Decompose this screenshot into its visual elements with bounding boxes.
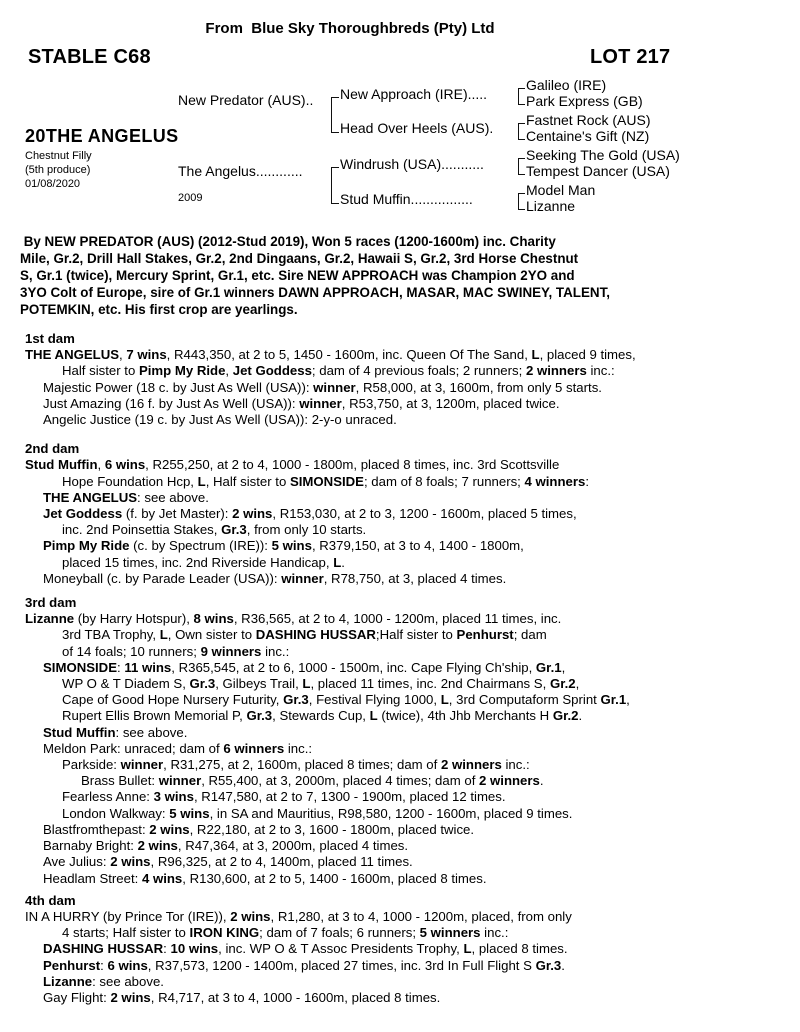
pedigree-text-line: Ave Julius: 2 wins, R96,325, at 2 to 4, 1400m, placed 11 times. — [43, 854, 413, 870]
pedigree-dam-year: 2009 — [178, 192, 203, 204]
pedigree-gen3-name: Seeking The Gold (USA) — [526, 147, 680, 163]
pedigree-bracket-dam — [331, 167, 339, 204]
pedigree-text-line: IN A HURRY (by Prince Tor (IRE)), 2 wins, R1,280, at 3 to 4, 1000 - 1200m, placed, from only — [25, 908, 572, 924]
pedigree-text-line: Lizanne: see above. — [43, 973, 164, 989]
sire-note-line: Mile, Gr.2, Drill Hall Stakes, Gr.2, 2nd Dingaans, Gr.2, Hawaii S, Gr.2, 3rd Horse Chestnut — [20, 251, 579, 266]
pedigree-text-line: DASHING HUSSAR: 10 wins, inc. WP O & T Assoc Presidents Trophy, L, placed 8 times. — [43, 941, 568, 957]
pedigree-text-line: 3rd TBA Trophy, L, Own sister to DASHING HUSSAR;Half sister to Penhurst; dam — [62, 627, 547, 643]
subject-name — [25, 126, 179, 147]
dam-section-2 — [25, 441, 795, 587]
pedigree-gen3-name: Park Express (GB) — [526, 93, 643, 109]
pedigree-gen3-name: Model Man — [526, 182, 596, 198]
lot-number: LOT 217 — [590, 46, 671, 68]
pedigree-text-line: Hope Foundation Hcp, L, Half sister to SIMONSIDE; dam of 8 foals; 7 runners; 4 winners: — [62, 473, 590, 489]
pedigree-text-line: Pimp My Ride (c. by Spectrum (IRE)): 5 wins, R379,150, at 3 to 4, 1400 - 1800m, — [43, 538, 524, 554]
pedigree-text-line: Meldon Park: unraced; dam of 6 winners inc.: — [43, 740, 313, 756]
pedigree-text-line: Rupert Ellis Brown Memorial P, Gr.3, Stewards Cup, L (twice), 4th Jhb Merchants H Gr.2. — [62, 708, 583, 724]
pedigree-text-line: Lizanne (by Harry Hotspur), 8 wins, R36,565, at 2 to 4, 1000 - 1200m, placed 11 times, inc. — [25, 611, 562, 627]
pedigree-text-line: inc. 2nd Poinsettia Stakes, Gr.3, from only 10 starts. — [62, 522, 367, 538]
pedigree-bracket-gen3-3 — [518, 158, 525, 175]
pedigree-text-line: placed 15 times, inc. 2nd Riverside Handicap, L. — [62, 554, 345, 570]
consignor-title: From Blue Sky Thoroughbreds (Pty) Ltd — [205, 20, 495, 37]
subject-page-number: 20 — [25, 126, 46, 146]
pedigree-text-line: Moneyball (c. by Parade Leader (USA)): winner, R78,750, at 3, placed 4 times. — [43, 570, 507, 586]
dam-section-1 — [25, 331, 795, 428]
pedigree-text-line: SIMONSIDE: 11 wins, R365,545, at 2 to 6, 1000 - 1500m, inc. Cape Flying Ch'ship, Gr.1, — [43, 659, 566, 675]
pedigree-text-line: Brass Bullet: winner, R55,400, at 3, 2000m, placed 4 times; dam of 2 winners. — [81, 773, 544, 789]
dam-section-heading: 3rd dam — [25, 595, 77, 611]
pedigree-text-line: THE ANGELUS, 7 wins, R443,350, at 2 to 5, 1450 - 1600m, inc. Queen Of The Sand, L, placed 9 times, — [25, 347, 636, 363]
pedigree-text-line: Cape of Good Hope Nursery Futurity, Gr.3, Festival Flying 1000, L, 3rd Computaform Sprint Gr.1, — [62, 692, 630, 708]
pedigree-text-line: Barnaby Bright: 2 wins, R47,364, at 3, 2000m, placed 4 times. — [43, 838, 409, 854]
pedigree-text-line: Angelic Justice (19 c. by Just As Well (USA)): 2-y-o unraced. — [43, 412, 397, 428]
pedigree-text-line: Fearless Anne: 3 wins, R147,580, at 2 to 7, 1300 - 1900m, placed 12 times. — [62, 789, 506, 805]
pedigree-text-line: WP O & T Diadem S, Gr.3, Gilbeys Trail, L, placed 11 times, inc. 2nd Chairmans S, Gr.2, — [62, 676, 580, 692]
dam-section-heading: 2nd dam — [25, 441, 80, 457]
pedigree-text-line: Penhurst: 6 wins, R37,573, 1200 - 1400m, placed 27 times, inc. 3rd In Full Flight S Gr.3. — [43, 957, 565, 973]
pedigree-text-line: Parkside: winner, R31,275, at 2, 1600m, placed 8 times; dam of 2 winners inc.: — [62, 757, 530, 773]
pedigree-gen2-dam-dam: Stud Muffin................ — [340, 191, 473, 207]
dam-section-3 — [25, 595, 795, 887]
dam-section-4 — [25, 893, 795, 1006]
dam-section-heading: 4th dam — [25, 892, 76, 908]
pedigree-bracket-sire — [331, 97, 339, 133]
sire-note-line: S, Gr.1 (twice), Mercury Sprint, Gr.1, etc. Sire NEW APPROACH was Champion 2YO and — [20, 268, 575, 283]
pedigree-gen3-name: Centaine's Gift (NZ) — [526, 128, 650, 144]
pedigree-text-line: Blastfromthepast: 2 wins, R22,180, at 2 to 3, 1600 - 1800m, placed twice. — [43, 821, 475, 837]
pedigree-text-line: Majestic Power (18 c. by Just As Well (USA)): winner, R58,000, at 3, 1600m, from only 5 starts. — [43, 379, 602, 395]
pedigree-text-line: Gay Flight: 2 wins, R4,717, at 3 to 4, 1000 - 1600m, placed 8 times. — [43, 989, 441, 1005]
pedigree-text-line: Stud Muffin, 6 wins, R255,250, at 2 to 4, 1000 - 1800m, placed 8 times, inc. 3rd Scottsville — [25, 457, 560, 473]
pedigree-bracket-gen3-1 — [518, 88, 525, 105]
pedigree-text-line: Jet Goddess (f. by Jet Master): 2 wins, R153,030, at 2 to 3, 1200 - 1600m, placed 5 times, — [43, 506, 577, 522]
pedigree-bracket-gen3-4 — [518, 193, 525, 210]
pedigree-bracket-gen3-2 — [518, 123, 525, 140]
pedigree-text-line: THE ANGELUS: see above. — [43, 489, 209, 505]
sire-note-line: POTEMKIN, etc. His first crop are yearlings. — [20, 302, 298, 317]
sire-note-line: 3YO Colt of Europe, sire of Gr.1 winners DAWN APPROACH, MASAR, MAC SWINEY, TALENT, — [20, 285, 610, 300]
pedigree-text-line: 4 starts; Half sister to IRON KING; dam of 7 foals; 6 runners; 5 winners inc.: — [62, 925, 509, 941]
sire-note-line: By NEW PREDATOR (AUS) (2012-Stud 2019), Won 5 races (1200-1600m) inc. Charity — [20, 234, 556, 249]
dam-sections — [25, 331, 795, 1006]
subject-color-sex: Chestnut Filly — [25, 150, 92, 162]
subject-horse-name: THE ANGELUS — [45, 126, 179, 146]
pedigree-gen3-name: Lizanne — [526, 198, 576, 214]
subject-produce-number: (5th produce) — [25, 164, 91, 176]
stable-number: STABLE C68 — [28, 46, 151, 68]
pedigree-text-line: of 14 foals; 10 runners; 9 winners inc.: — [62, 643, 290, 659]
subject-foaling-date: 01/08/2020 — [25, 178, 81, 190]
subject-details — [25, 149, 92, 191]
pedigree-gen3-name: Tempest Dancer (USA) — [526, 163, 670, 179]
pedigree-text-line: Stud Muffin: see above. — [43, 724, 188, 740]
dam-section-heading: 1st dam — [25, 331, 75, 346]
pedigree-text-line: Just Amazing (16 f. by Just As Well (USA)): winner, R53,750, at 3, 1200m, placed twice. — [43, 395, 560, 411]
pedigree-gen2-sire-sire: New Approach (IRE)..... — [340, 86, 488, 102]
pedigree-gen2-sire-dam: Head Over Heels (AUS). — [340, 120, 494, 136]
pedigree-dam: The Angelus............ — [178, 163, 303, 179]
pedigree-text-line: London Walkway: 5 wins, in SA and Mauritius, R98,580, 1200 - 1600m, placed 9 times. — [62, 805, 573, 821]
pedigree-gen3-name: Galileo (IRE) — [526, 77, 607, 93]
pedigree-sire: New Predator (AUS).. — [178, 92, 314, 108]
pedigree-text-line: Headlam Street: 4 wins, R130,600, at 2 to 5, 1400 - 1600m, placed 8 times. — [43, 870, 487, 886]
pedigree-gen3-name: Fastnet Rock (AUS) — [526, 112, 651, 128]
sire-note — [20, 233, 785, 318]
pedigree-gen2-dam-sire: Windrush (USA)........... — [340, 156, 484, 172]
pedigree-text-line: Half sister to Pimp My Ride, Jet Goddess; dam of 4 previous foals; 2 runners; 2 winners inc.: — [62, 363, 615, 379]
